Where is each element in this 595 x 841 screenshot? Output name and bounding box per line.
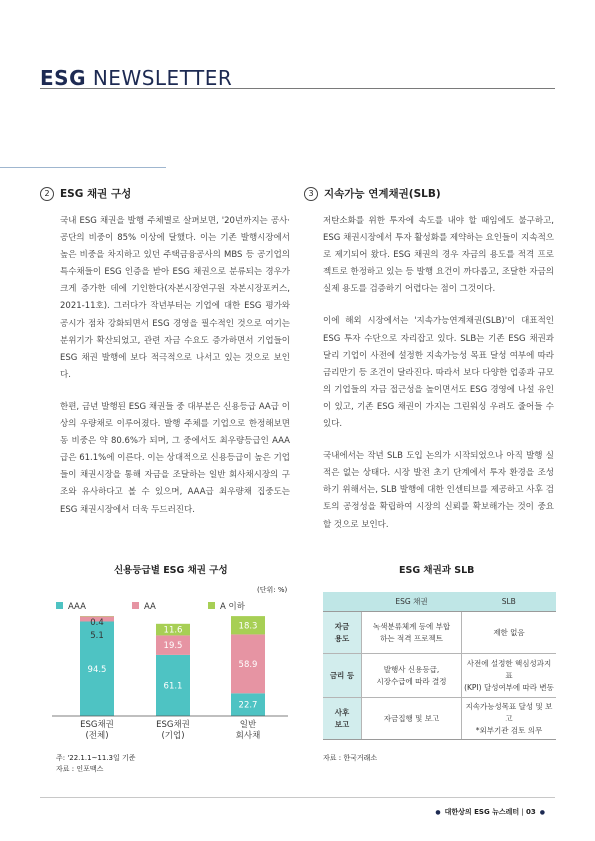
section-2-paragraph: 국내 ESG 채권을 발행 주체별로 살펴보면, '20년까지는 공사·공단의 비중이 85% 이상에 달했다. 이는 기존 발행시장에서 높은 비중을 차지하고 있던 주택금융공사의 MBS 등 공기업의 특수채들이 ESG 인증을 받아 ESG 채권으로 분류되는 경우가 크게 증가한 데에 기인한다(자본시장연구원 자본시장포커스, 2021-11호). 그러다가 작년부터는 기업에 대한 ESG 평가와 공시가 점차 강화되면서 ESG 경영을 필수적인 것으로 여기는 분위기가 확산되었고, 관련 자금 수요도 증가하면서 기업들이 ESG 채권 발행에 보다 적극적으로 나서고 있는 것으로 보인다. [60, 216, 290, 380]
row-header-line: 보고 [334, 719, 350, 729]
comparison-table-wrap [323, 592, 556, 740]
cell-esg [362, 654, 462, 698]
data-label: 5.1 [90, 631, 104, 641]
data-label: 18.3 [238, 621, 258, 632]
category-label: (전체) [85, 731, 109, 741]
row-header-interest [323, 654, 362, 698]
row-header-reporting [323, 698, 362, 740]
cell-line: 사전에 설정한 핵심성과지표 [466, 658, 552, 680]
cell-line: (KPI) 달성여부에 따라 변동 [464, 682, 554, 692]
row-header-line: 용도 [334, 633, 350, 643]
cell-line: 제한 없음 [493, 627, 525, 637]
section-3-paragraph: 국내에서는 작년 SLB 도입 논의가 시작되었으나 아직 발행 실적은 없는 상태다. 시장 발전 초기 단계에서 투자 환경을 조성하기 위해서는, SLB 발행에 대한 인센티브를 제공하고 사후 검토의 공정성을 확립하여 시장의 신뢰를 확보해가는 것이 중요할 것으로 보인다. [323, 451, 554, 530]
section-2-body [60, 213, 290, 519]
table-row [323, 612, 556, 654]
data-label: 58.9 [238, 659, 258, 670]
data-label: 94.5 [87, 664, 107, 675]
footer-bullet-icon: ● [435, 809, 441, 816]
newsletter-title-esg: ESG [40, 66, 86, 90]
page-footer: ● 대한상의 ESG 뉴스레터 | 03 ● [435, 808, 545, 816]
stacked-bar-chart [40, 594, 300, 754]
cell-line: 하는 적격 프로젝트 [380, 633, 443, 643]
cell-line: 시장수급에 따라 결정 [376, 676, 447, 686]
legend-swatch [56, 602, 63, 609]
row-header-line: 사후 [334, 707, 350, 717]
row-header-use-of-funds [323, 612, 362, 654]
table-row [323, 698, 556, 740]
cell-line: 자금집행 및 보고 [383, 713, 440, 723]
category-label: ESG채권 [156, 720, 190, 730]
cell-slb [462, 698, 557, 740]
section-2-number: 2 [40, 187, 54, 201]
section-3-title-text: 지속가능 연계채권(SLB) [324, 188, 441, 200]
footer-text: 대한상의 ESG 뉴스레터 [444, 808, 520, 816]
cell-esg [362, 612, 462, 654]
chart-note: 주: '22.1.1~11.3일 기준 [56, 754, 136, 762]
section-3-body [323, 213, 554, 534]
data-label: 0.4 [90, 618, 104, 628]
cell-line: 녹색분류체계 등에 부합 [372, 621, 451, 631]
row-header-line: 자금 [334, 621, 350, 631]
chart-unit-label: (단위: %) [257, 586, 288, 594]
footer-divider [40, 797, 555, 798]
legend-swatch [132, 602, 139, 609]
section-2-paragraph: 한편, 금년 발행된 ESG 채권들 중 대부분은 신용등급 AA급 이상의 우량채로 이루어졌다. 발행 주체를 기업으로 한정해보면 동 비중은 약 80.6%가 되며, 그 중에서도 최우량등급인 AAA급은 61.1%에 이른다. 이는 상대적으로 신용등급이 높은 기업들이 채권시장을 통해 자금을 조달하는 일반 회사채시장의 구조와 유사하다고 볼 수 있으며, AAA급 최우량채 집중도는 ESG 채권시장에서 더욱 두드러진다. [60, 401, 290, 515]
chart-source: 자료 : 인포맥스 [56, 765, 104, 773]
category-label: ESG채권 [80, 720, 114, 730]
data-label: 22.7 [238, 700, 258, 711]
legend-swatch [208, 602, 215, 609]
cell-slb [462, 654, 557, 698]
cell-line: *외부기관 검토 의무 [475, 725, 543, 735]
row-header-line: 금리 등 [329, 670, 355, 680]
cell-line: 지속가능성목표 달성 및 보고 [465, 701, 553, 723]
chart-title: 신용등급별 ESG 채권 구성 [114, 565, 228, 576]
column-header-esg: ESG 채권 [362, 592, 462, 612]
section-3-title [304, 186, 441, 201]
cell-esg [362, 698, 462, 740]
comparison-title: ESG 채권과 SLB [399, 565, 475, 576]
cell-slb [462, 612, 557, 654]
legend-label: AA [144, 602, 156, 612]
data-label: 19.5 [163, 641, 183, 652]
data-label: 11.6 [163, 625, 183, 636]
table-row [323, 654, 556, 698]
footer-bullet-icon: ● [539, 809, 545, 816]
section-2-title [40, 186, 131, 201]
cell-line: 발행사 신용등급, [383, 664, 440, 674]
table-corner [323, 592, 362, 612]
legend-label: A 이하 [220, 602, 245, 612]
page-number: 03 [526, 808, 536, 816]
newsletter-title-rest: NEWSLETTER [85, 66, 233, 90]
section-2-title-text: ESG 채권 구성 [60, 188, 132, 200]
header-divider [40, 88, 555, 89]
column-header-slb: SLB [462, 592, 557, 612]
legend-label: AAA [68, 602, 86, 612]
comparison-source: 자료 : 한국거래소 [323, 754, 378, 762]
comparison-table [323, 592, 556, 740]
category-label: (기업) [161, 731, 185, 741]
section-divider [0, 167, 166, 168]
section-3-paragraph: 저탄소화를 위한 투자에 속도를 내야 할 때임에도 불구하고, ESG 채권시장에서 투자 활성화를 제약하는 요인들이 지속적으로 제기되어 왔다. ESG 채권의 경우 자금의 용도를 적격 프로젝트로 한정하고 있는 등 발행 요건이 까다롭고, 조달한 자금의 실제 용도를 검증하기 어렵다는 점이 그것이다. [323, 216, 554, 295]
category-label: 회사채 [235, 731, 261, 741]
section-3-number: 3 [304, 187, 318, 201]
section-3-paragraph: 이에 해외 시장에서는 '지속가능연계채권(SLB)'이 대표적인 ESG 투자 수단으로 자리잡고 있다. SLB는 기존 ESG 채권과 달리 기업이 사전에 설정한 지속가능성 목표 달성 여부에 따라 금리만기 등 조건이 달라진다. 따라서 보다 다양한 업종과 규모의 기업들의 자금 접근성을 높이면서도 ESG 경영에 나설 유인이 있고, 기존 ESG 채권이 가지는 그린워싱 우려도 줄어들 수 있다. [323, 316, 554, 430]
category-label: 일반 [239, 720, 257, 730]
data-label: 61.1 [163, 681, 183, 692]
newsletter-title [40, 66, 232, 90]
